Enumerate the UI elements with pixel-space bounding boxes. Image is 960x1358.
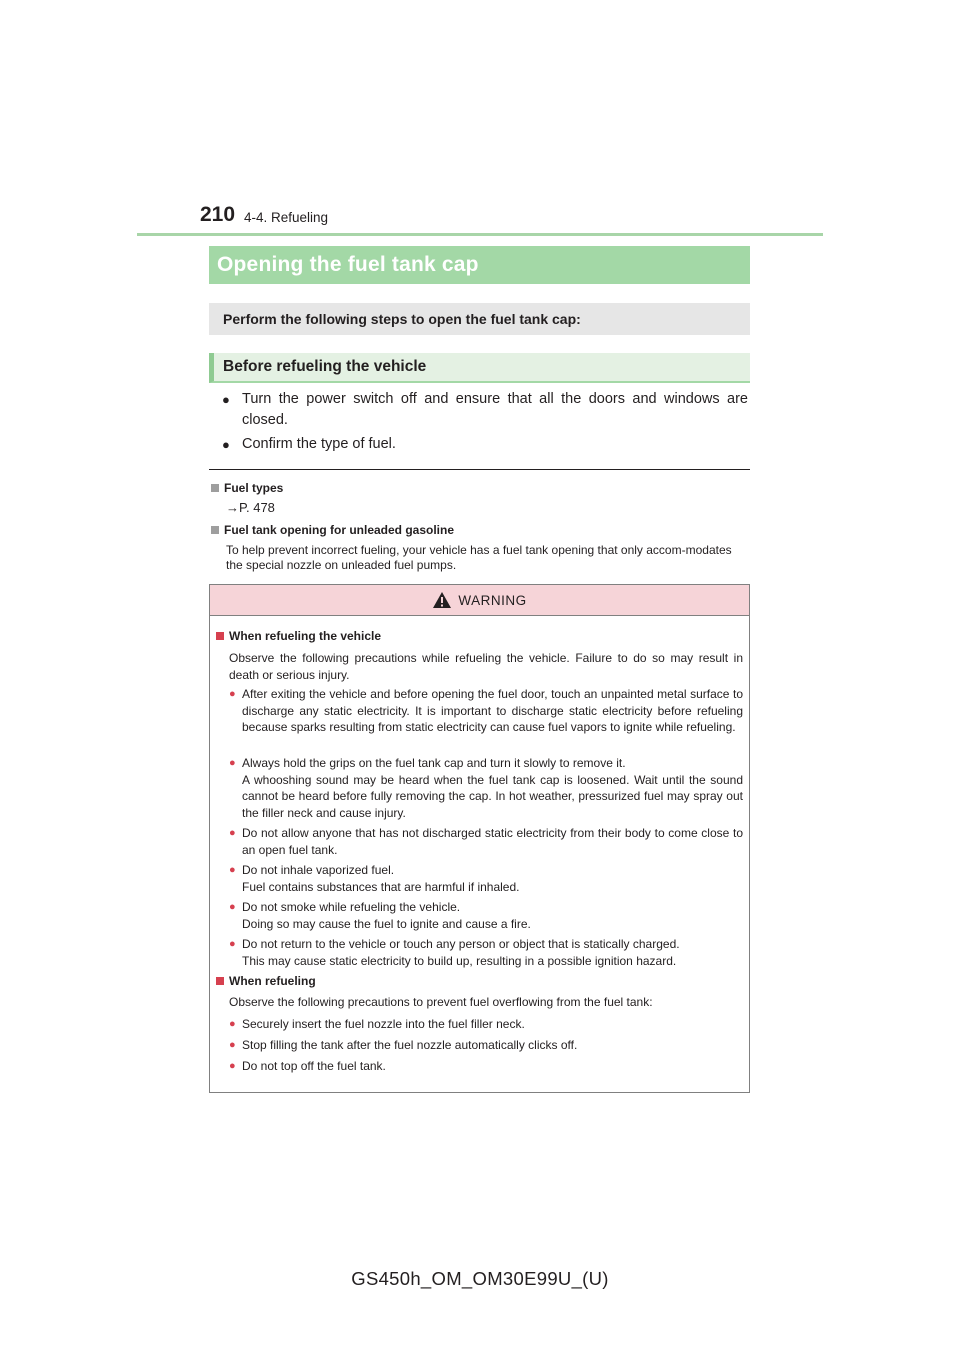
warning-item xyxy=(229,899,743,932)
note-body: To help prevent incorrect fueling, your vehicle has a fuel tank opening that only accom-modates the special nozzle on unleaded fuel pumps. xyxy=(226,543,732,572)
bullet-icon: ● xyxy=(229,1018,236,1030)
document-code-footer: GS450h_OM_OM30E99U_(U) xyxy=(351,1268,609,1289)
bullet-icon: ● xyxy=(222,437,230,452)
warning-item-text: Do not allow anyone that has not discharged static electricity from their body to come close to an open fuel tank. xyxy=(242,826,743,857)
warning-item-text: Always hold the grips on the fuel tank cap and turn it slowly to remove it. A whooshing sound may be heard when the fuel tank cap is loosened. Wait until the sound cannot be heard before fully removing the cap. In hot weather, pressurized fuel may spray out the filler neck and cause injury. xyxy=(242,756,743,820)
warning-item xyxy=(229,755,743,821)
page-number: 210 xyxy=(200,203,236,226)
warning-triangle-icon xyxy=(432,591,452,609)
warning-item-text: Do not smoke while refueling the vehicle. Doing so may cause the fuel to ignite and cause a fire. xyxy=(242,900,531,931)
bullet-icon: ● xyxy=(229,827,236,839)
note-title: Fuel types xyxy=(224,481,284,495)
warning-item xyxy=(229,1016,743,1033)
section-breadcrumb: 4-4. Refueling xyxy=(244,210,329,225)
square-bullet-icon xyxy=(211,526,219,534)
warning-item-text: Do not top off the fuel tank. xyxy=(242,1059,386,1073)
step-item xyxy=(222,389,748,431)
warning-item xyxy=(229,862,743,895)
square-bullet-icon xyxy=(216,977,224,985)
warning-item xyxy=(229,1058,743,1075)
warning-section-title: When refueling the vehicle xyxy=(229,629,382,643)
square-bullet-icon xyxy=(216,632,224,640)
warning-section-heading xyxy=(216,629,381,643)
bullet-icon: ● xyxy=(229,938,236,950)
step-text: Confirm the type of fuel. xyxy=(242,436,396,452)
warning-item-text: Do not inhale vaporized fuel. Fuel contains substances that are harmful if inhaled. xyxy=(242,863,520,894)
note-body: →P. 478 xyxy=(226,500,275,515)
warning-section-heading xyxy=(216,974,316,988)
subheading-text: Before refueling the vehicle xyxy=(223,358,427,375)
warning-item xyxy=(229,936,743,969)
warning-item-text: Do not return to the vehicle or touch any person or object that is statically charged. This may cause static electricity to build up, resulting in a possible ignition hazard. xyxy=(242,937,680,968)
intro-text: Perform the following steps to open the fuel tank cap: xyxy=(223,311,581,327)
subheading-bar xyxy=(209,353,750,383)
warning-item xyxy=(229,686,743,736)
note-heading xyxy=(211,523,454,537)
warning-item-text: Securely insert the fuel nozzle into the fuel filler neck. xyxy=(242,1017,525,1031)
step-text: Turn the power switch off and ensure that all the doors and windows are closed. xyxy=(242,391,748,428)
warning-section-title: When refueling xyxy=(229,974,316,988)
bullet-icon: ● xyxy=(229,688,236,700)
warning-section-intro: Observe the following precautions while refueling the vehicle. Failure to do so may result in death or serious injury. xyxy=(229,651,743,682)
warning-label: WARNING xyxy=(458,592,527,608)
bullet-icon: ● xyxy=(229,757,236,769)
page-title: Opening the fuel tank cap xyxy=(217,253,479,276)
square-bullet-icon xyxy=(211,484,219,492)
note-title: Fuel tank opening for unleaded gasoline xyxy=(224,523,455,537)
warning-item-text: Stop filling the tank after the fuel nozzle automatically clicks off. xyxy=(242,1038,578,1052)
warning-item xyxy=(229,1037,743,1054)
bullet-icon: ● xyxy=(229,901,236,913)
warning-item-text: After exiting the vehicle and before opening the fuel door, touch an unpainted metal surface to discharge any static electricity. It is important to discharge static electricity before refueling because sparks resulting from static electricity can cause fuel vapors to ignite while refueling. xyxy=(242,687,743,734)
intro-bar xyxy=(209,303,750,335)
note-heading xyxy=(211,481,283,495)
page-title-bar xyxy=(209,246,750,284)
warning-section-intro: Observe the following precautions to prevent fuel overflowing from the fuel tank: xyxy=(229,995,653,1009)
step-item xyxy=(222,434,748,455)
header-divider xyxy=(137,233,823,236)
bullet-icon: ● xyxy=(229,1060,236,1072)
warning-item xyxy=(229,825,743,858)
warning-header xyxy=(210,585,749,616)
bullet-icon: ● xyxy=(229,864,236,876)
bullet-icon: ● xyxy=(229,1039,236,1051)
section-divider xyxy=(209,469,750,470)
bullet-icon: ● xyxy=(222,392,230,407)
